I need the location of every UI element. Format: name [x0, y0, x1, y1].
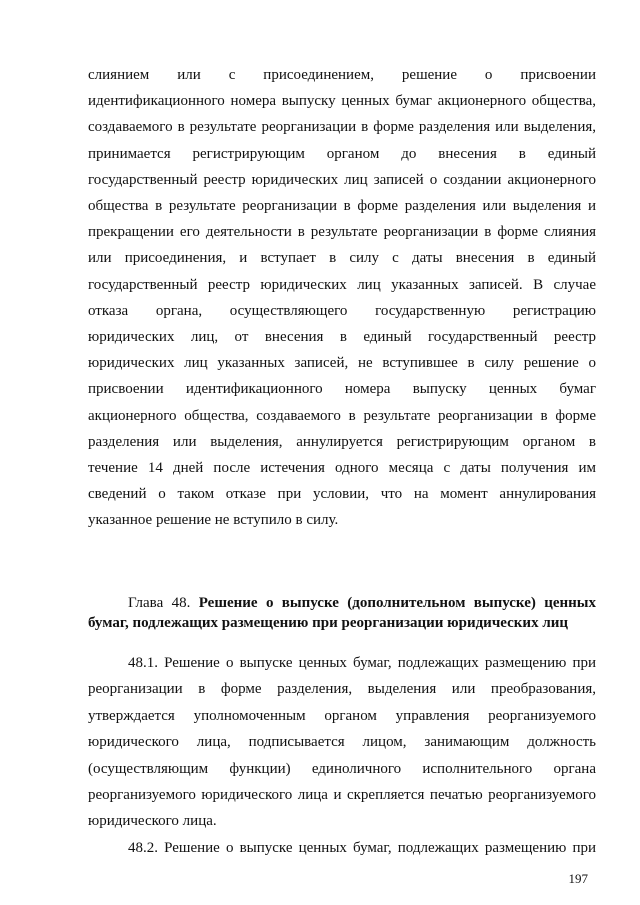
section-48-1 [88, 650, 596, 835]
chapter-title: бумаг, подлежащих размещению при реорганизации юридических лиц [88, 614, 569, 631]
body-text-line: юридического лица. [88, 813, 217, 830]
body-text-line: реорганизации в форме разделения, выделения или преобразования, [88, 681, 596, 698]
body-text-line: сведений о таком отказе при условии, что на момент аннулирования [88, 486, 596, 503]
body-text-line: (осуществляющим функции) единоличного исполнительного органа [88, 760, 596, 777]
chapter-heading [88, 594, 596, 633]
body-text-line: юридических лиц, от внесения в единый государственный реестр [88, 329, 596, 346]
body-text-line: государственный реестр юридических лиц записей о создании акционерного [88, 171, 596, 188]
body-text-line: отказа органа, осуществляющего государственную регистрацию [88, 302, 596, 319]
body-text-line: реорганизуемого юридического лица и скрепляется печатью реорганизуемого [88, 787, 596, 804]
section-48-2 [88, 835, 596, 861]
chapter-label: Глава 48. [128, 595, 191, 611]
body-text-line: присвоении идентификационного номера выпуску ценных бумаг [88, 381, 596, 398]
continuation-paragraph [88, 62, 596, 534]
body-text-line: утверждается уполномоченным органом управления реорганизуемого [88, 707, 596, 724]
body-text-line: общества в результате реорганизации в форме разделения или выделения и [88, 198, 596, 215]
body-text-line: юридического лица, подписывается лицом, занимающим должность [88, 734, 596, 751]
body-text-line: слиянием или с присоединением, решение о присвоении [88, 67, 596, 83]
body-text-line: юридических лиц указанных записей, не вступившее в силу решение о [88, 355, 596, 372]
body-text-line: 48.2. Решение о выпуске ценных бумаг, подлежащих размещению при [128, 840, 596, 856]
page-number: 197 [568, 871, 588, 886]
body-text-line: разделения или выделения, аннулируется регистрирующим органом в [88, 433, 596, 450]
chapter-heading-line [88, 594, 596, 614]
body-text-line: 48.1. Решение о выпуске ценных бумаг, подлежащих размещению при [128, 655, 596, 671]
body-text-line: принимается регистрирующим органом до внесения в единый [88, 145, 596, 162]
body-text-line: или присоединения, и вступает в силу с даты внесения в единый [88, 250, 596, 267]
body-text-line: течение 14 дней после истечения одного месяца с даты получения им [88, 460, 596, 477]
body-text-line: идентификационного номера выпуску ценных бумаг акционерного общества, [88, 93, 596, 110]
body-text-line: прекращении его деятельности в результате реорганизации в форме слияния [88, 224, 596, 241]
chapter-title: Решение о выпуске (дополнительном выпуске) ценных [198, 595, 596, 611]
body-text-line: создаваемого в результате реорганизации в форме разделения или выделения, [88, 119, 596, 136]
body-text-line: акционерного общества, создаваемого в результате реорганизации в форме [88, 407, 596, 424]
body-text-line: государственный реестр юридических лиц указанных записей. В случае [88, 276, 596, 293]
body-text-line: указанное решение не вступило в силу. [88, 512, 339, 529]
